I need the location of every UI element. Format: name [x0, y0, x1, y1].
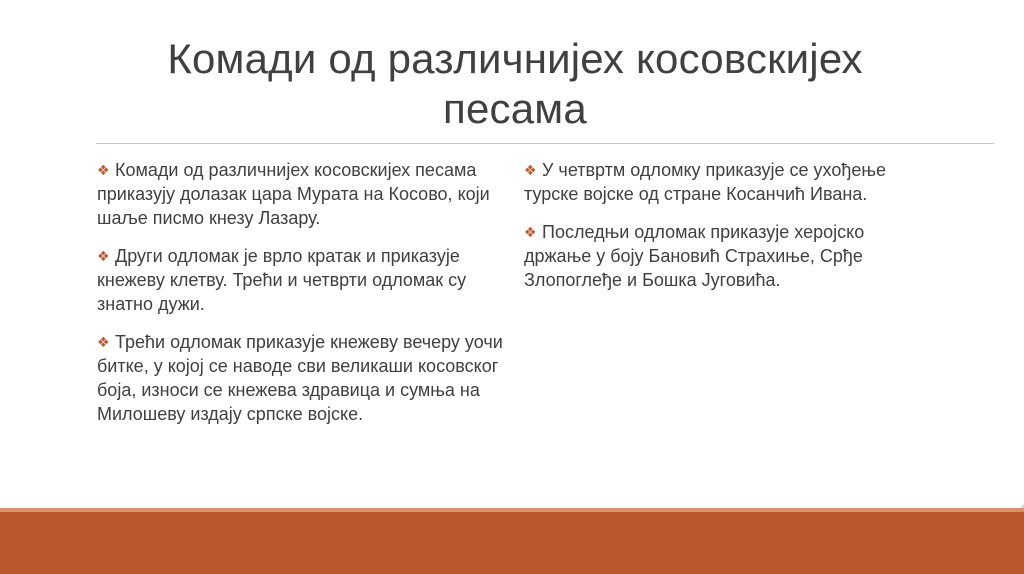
bullet-text: Трећи одломак приказује кнежеву вечеру уочи битке, у којој се наводе сви великаши косовског боја, износи се кнежева здравица и сумња на Милошеву издају српске војске. [97, 332, 503, 424]
bullet-item [97, 158, 509, 230]
left-column [97, 158, 509, 440]
bullet-text: Последњи одломак приказује херојско држање у боју Бановић Страхиње, Срђе Злопоглеђе и Бошка Југовића. [524, 222, 865, 290]
bullet-item [524, 158, 936, 206]
title-divider [96, 143, 994, 144]
diamond-bullet-icon: ❖ [97, 162, 110, 178]
bullet-item [524, 220, 936, 292]
footer-band [0, 512, 1024, 574]
title-line-1: Комади од различнијех косовскијех [167, 35, 863, 82]
bullet-text: У четвртм одломку приказује се ухођење турске војске од стране Косанчић Ивана. [524, 160, 886, 204]
slide-title [100, 34, 930, 134]
bullet-text: Комади од различнијех косовскијех песама приказују долазак цара Мурата на Косово, који шаље писмо кнезу Лазару. [97, 160, 490, 228]
diamond-bullet-icon: ❖ [524, 162, 537, 178]
right-column [524, 158, 936, 306]
diamond-bullet-icon: ❖ [97, 334, 110, 350]
title-line-2: песама [443, 85, 587, 132]
diamond-bullet-icon: ❖ [524, 224, 537, 240]
bullet-item [97, 330, 509, 426]
diamond-bullet-icon: ❖ [97, 248, 110, 264]
bullet-text: Други одломак је врло кратак и приказује кнежеву клетву. Трећи и четврти одломак су знатно дужи. [97, 246, 467, 314]
bullet-item [97, 244, 509, 316]
